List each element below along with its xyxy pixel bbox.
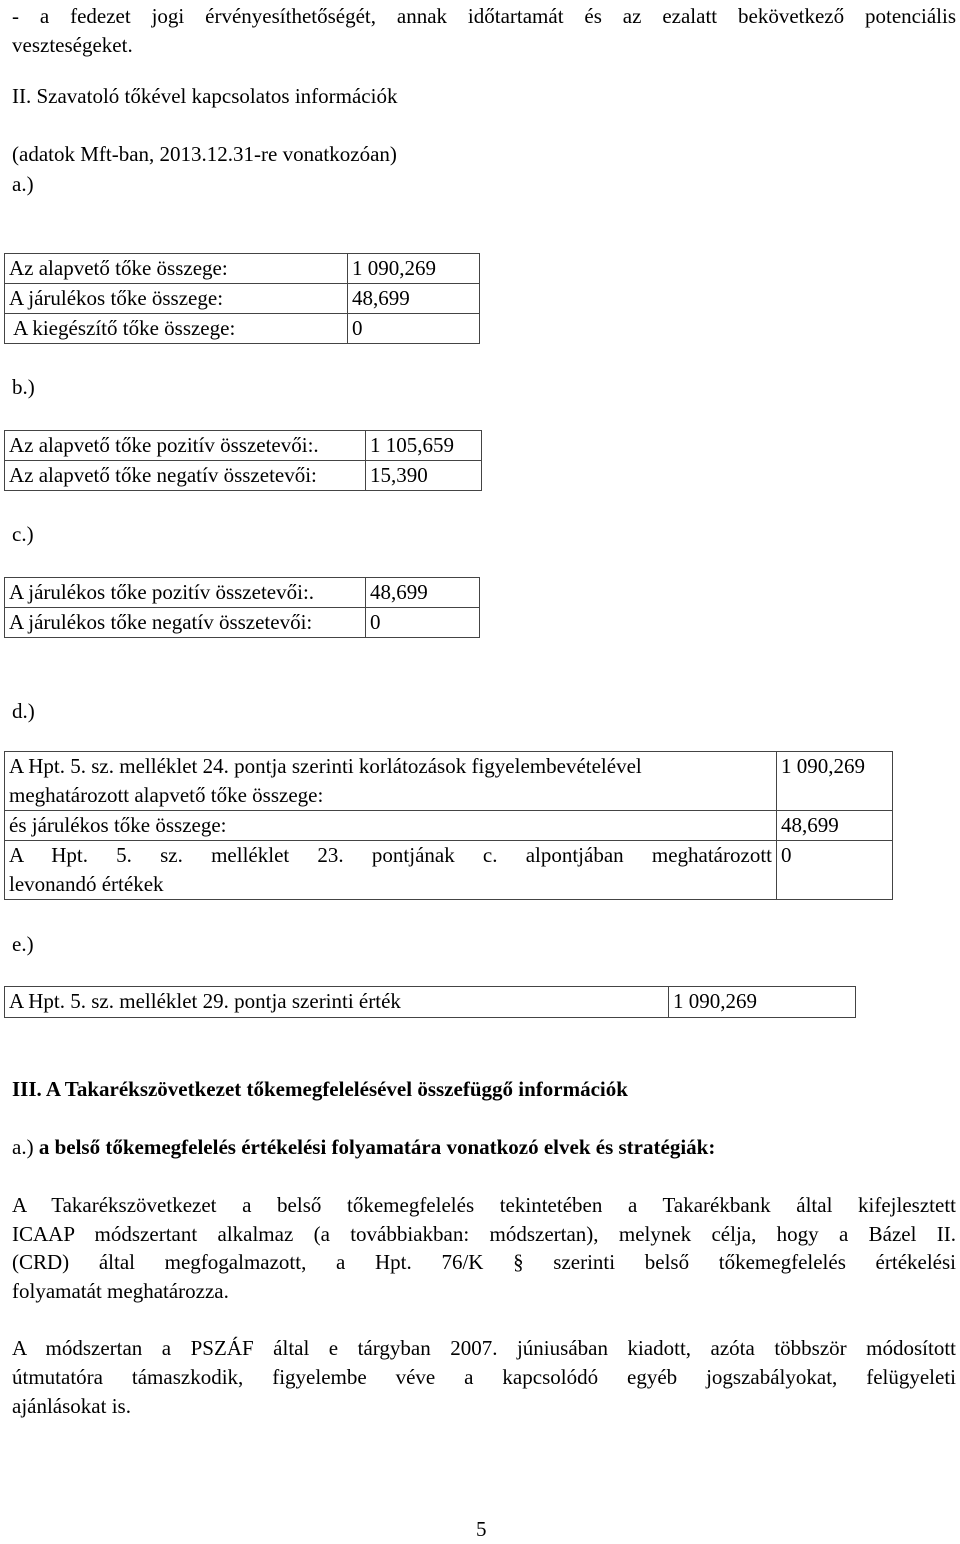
table-cell-label-line: A Hpt. 5. sz. melléklet 24. pontja szerinti korlátozások figyelembevételével xyxy=(9,754,642,778)
paragraph-1-line: (CRD) által megfogalmazott, a Hpt. 76/K § szerinti belső tőkemegfelelés értékelési xyxy=(12,1250,956,1274)
table-cell-label: A Hpt. 5. sz. melléklet 29. pontja szerinti érték xyxy=(5,987,669,1018)
table-row xyxy=(5,608,480,638)
capital-table-e xyxy=(4,986,856,1018)
table-cell-label: A járulékos tőke pozitív összetevői:. xyxy=(5,578,366,608)
table-cell-label: Az alapvető tőke pozitív összetevői:. xyxy=(5,431,366,461)
table-row xyxy=(5,841,893,900)
table-cell-label-line: meghatározott alapvető tőke összege: xyxy=(9,783,324,807)
table-cell-value: 0 xyxy=(348,314,480,344)
section-c-label: c.) xyxy=(12,522,34,546)
table-cell-value: 15,390 xyxy=(366,461,482,491)
table-row xyxy=(5,811,893,841)
table-cell-label: A járulékos tőke összege: xyxy=(5,284,348,314)
paragraph-2-line: A módszertan a PSZÁF által e tárgyban 2007. júniusában kiadott, azóta többször módosított xyxy=(12,1336,956,1360)
table-cell-value: 48,699 xyxy=(348,284,480,314)
section-a-label: a.) xyxy=(12,172,34,196)
table-cell-label-line: A Hpt. 5. sz. melléklet 23. pontjának c. alpontjában meghatározott xyxy=(9,843,772,867)
paragraph-2-line: ajánlásokat is. xyxy=(12,1394,131,1418)
table-cell-value: 1 105,659 xyxy=(366,431,482,461)
intro-line-2: veszteségeket. xyxy=(12,33,133,57)
table-row xyxy=(5,284,480,314)
table-cell-label xyxy=(5,752,777,811)
capital-table-a xyxy=(4,253,480,344)
table-cell-value: 48,699 xyxy=(366,578,480,608)
table-cell-value: 1 090,269 xyxy=(777,752,893,811)
table-row xyxy=(5,752,893,811)
table-cell-value: 1 090,269 xyxy=(669,987,856,1018)
section-e-label: e.) xyxy=(12,932,34,956)
table-cell-value: 1 090,269 xyxy=(348,254,480,284)
table-cell-label: A járulékos tőke negatív összetevői: xyxy=(5,608,366,638)
paragraph-1-line: A Takarékszövetkezet a belső tőkemegfelelés tekintetében a Takarékbank által kifejlesztett xyxy=(12,1193,956,1217)
paragraph-1-line: folyamatát meghatározza. xyxy=(12,1279,229,1303)
paragraph-2-line: útmutatóra támaszkodik, figyelembe véve a kapcsolódó egyéb jogszabályokat, felügyeleti xyxy=(12,1365,956,1389)
page-number: 5 xyxy=(476,1517,487,1541)
table-cell-value: 0 xyxy=(366,608,480,638)
table-row xyxy=(5,431,482,461)
section3-subheading xyxy=(12,1133,715,1162)
table-row xyxy=(5,987,856,1018)
paragraph-1-line: ICAAP módszertant alkalmaz (a továbbiakban: módszertan), melynek célja, hogy a Bázel II. xyxy=(12,1222,956,1246)
section3-sub-prefix: a.) xyxy=(12,1135,34,1159)
table-row xyxy=(5,461,482,491)
capital-table-c xyxy=(4,577,480,638)
table-cell-label xyxy=(5,841,777,900)
table-cell-label: Az alapvető tőke negatív összetevői: xyxy=(5,461,366,491)
table-row xyxy=(5,254,480,284)
table-cell-label-line: levonandó értékek xyxy=(9,872,164,896)
intro-line-1: - a fedezet jogi érvényesíthetőségét, annak időtartamát és az ezalatt bekövetkező potenciális xyxy=(12,4,956,28)
section2-heading: II. Szavatoló tőkével kapcsolatos információk xyxy=(12,84,398,108)
capital-table-b xyxy=(4,430,482,491)
section2-subheading: (adatok Mft-ban, 2013.12.31-re vonatkozóan) xyxy=(12,142,397,166)
section3-sub-heading-text: a belső tőkemegfelelés értékelési folyamatára vonatkozó elvek és stratégiák: xyxy=(33,1135,716,1159)
table-cell-label: és járulékos tőke összege: xyxy=(5,811,777,841)
table-cell-value: 48,699 xyxy=(777,811,893,841)
section3-heading: III. A Takarékszövetkezet tőkemegfelelésével összefüggő információk xyxy=(12,1077,628,1101)
table-cell-label: Az alapvető tőke összege: xyxy=(5,254,348,284)
section-b-label: b.) xyxy=(12,375,35,399)
table-cell-label: A kiegészítő tőke összege: xyxy=(5,314,348,344)
capital-table-d xyxy=(4,751,893,900)
section-d-label: d.) xyxy=(12,699,35,723)
table-row xyxy=(5,314,480,344)
table-row xyxy=(5,578,480,608)
table-cell-value: 0 xyxy=(777,841,893,900)
